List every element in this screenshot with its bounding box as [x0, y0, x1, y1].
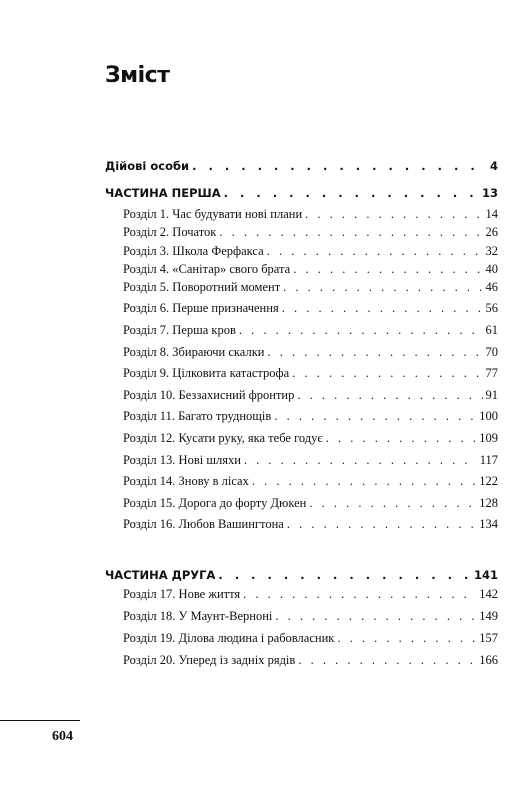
dot-leader — [309, 495, 476, 511]
dot-leader — [267, 243, 483, 259]
toc-entry-page: 70 — [485, 345, 498, 359]
dot-leader — [305, 206, 482, 222]
toc-entry-label: Розділ 19. Ділова людина і рабовласник — [123, 631, 335, 645]
page-title: Зміст — [105, 63, 170, 88]
toc-entry-chapter-18[interactable] — [123, 608, 498, 624]
toc-entry-page: 77 — [485, 366, 498, 380]
toc-entry-page: 166 — [479, 653, 498, 667]
toc-entry-label: Розділ 18. У Маунт-Верноні — [123, 609, 273, 623]
toc-entry-chapter-12[interactable] — [123, 430, 498, 446]
toc-entry-label: Розділ 16. Любов Вашингтона — [123, 517, 284, 531]
toc-entry-part-two[interactable] — [105, 567, 498, 583]
toc-entry-page: 149 — [479, 609, 498, 623]
dot-leader — [337, 630, 476, 646]
toc-entry-page: 122 — [479, 474, 498, 488]
toc-entry-label: Розділ 3. Школа Ферфакса — [123, 244, 264, 258]
toc-entry-chapter-17[interactable] — [123, 586, 498, 602]
toc-entry-chapter-4[interactable] — [123, 261, 498, 277]
dot-leader — [219, 224, 482, 240]
toc-entry-page: 46 — [485, 280, 498, 294]
toc-entry-label: Розділ 17. Нове життя — [123, 587, 241, 601]
toc-entry-label: Розділ 11. Багато труднощів — [123, 409, 272, 423]
toc-entry-label: Розділ 12. Кусати руку, яка тебе годує — [123, 431, 323, 445]
toc-entry-page: 13 — [481, 186, 498, 200]
dot-leader — [239, 322, 483, 338]
dot-leader — [287, 516, 476, 532]
toc-entry-page: 32 — [485, 244, 498, 258]
toc-entry-chapter-15[interactable] — [123, 495, 498, 511]
toc-entry-label: ЧАСТИНА ПЕРША — [105, 186, 221, 200]
page-number: 604 — [52, 729, 73, 744]
toc-entry-chapter-7[interactable] — [123, 322, 498, 338]
toc-entry-label: Розділ 4. «Санітар» свого брата — [123, 262, 291, 276]
toc-entry-label: Розділ 8. Збираючи скалки — [123, 345, 265, 359]
toc-entry-chapter-11[interactable] — [123, 408, 498, 424]
toc-entry-chapter-6[interactable] — [123, 300, 498, 316]
toc-entry-page: 100 — [479, 409, 498, 423]
toc-entry-chapter-19[interactable] — [123, 630, 498, 646]
dot-leader — [192, 158, 487, 174]
dot-leader — [283, 279, 482, 295]
toc-entry-page: 142 — [479, 587, 498, 601]
toc-entry-label: ЧАСТИНА ДРУГА — [105, 568, 216, 582]
dot-leader — [298, 652, 476, 668]
toc-entry-page: 26 — [485, 225, 498, 239]
dot-leader — [326, 430, 477, 446]
toc-entry-chapter-3[interactable] — [123, 243, 498, 259]
dot-leader — [243, 586, 476, 602]
toc-entry-label: Розділ 6. Перше призначення — [123, 301, 279, 315]
toc-entry-page: 14 — [485, 207, 498, 221]
toc-entry-page: 91 — [485, 388, 498, 402]
toc-entry-label: Розділ 5. Поворотний момент — [123, 280, 281, 294]
dot-leader — [292, 365, 482, 381]
toc-entry-chapter-20[interactable] — [123, 652, 498, 668]
toc-entry-part-one[interactable] — [105, 185, 498, 201]
footer-rule — [0, 720, 80, 721]
toc-entry-characters[interactable] — [105, 158, 498, 174]
toc-entry-label: Розділ 14. Знову в лісах — [123, 474, 249, 488]
toc-entry-page: 117 — [479, 453, 498, 467]
toc-entry-page: 61 — [485, 323, 498, 337]
toc-entry-page: 4 — [489, 159, 498, 173]
toc-entry-label: Розділ 9. Цілковита катастрофа — [123, 366, 290, 380]
toc-entry-page: 157 — [479, 631, 498, 645]
dot-leader — [275, 608, 476, 624]
toc-entry-chapter-1[interactable] — [123, 206, 498, 222]
toc-entry-label: Розділ 7. Перша кров — [123, 323, 236, 337]
dot-leader — [274, 408, 476, 424]
dot-leader — [218, 567, 471, 583]
toc-entry-page: 56 — [485, 301, 498, 315]
toc-entry-page: 109 — [479, 431, 498, 445]
dot-leader — [267, 344, 482, 360]
toc-entry-page: 40 — [485, 262, 498, 276]
toc-entry-label: Розділ 20. Уперед із задніх рядів — [123, 653, 296, 667]
toc-entry-chapter-5[interactable] — [123, 279, 498, 295]
toc-entry-label: Розділ 10. Беззахисний фронтир — [123, 388, 295, 402]
toc-entry-chapter-16[interactable] — [123, 516, 498, 532]
toc-entry-label: Дійові особи — [105, 159, 190, 173]
dot-leader — [293, 261, 482, 277]
toc-entry-chapter-9[interactable] — [123, 365, 498, 381]
dot-leader — [224, 185, 479, 201]
toc-entry-chapter-8[interactable] — [123, 344, 498, 360]
dot-leader — [244, 452, 477, 468]
dot-leader — [297, 387, 482, 403]
toc-entry-label: Розділ 13. Нові шляхи — [123, 453, 241, 467]
toc-entry-chapter-2[interactable] — [123, 224, 498, 240]
toc-entry-label: Розділ 2. Початок — [123, 225, 217, 239]
toc-entry-label: Розділ 15. Дорога до форту Дюкен — [123, 496, 307, 510]
toc-entry-page: 141 — [473, 568, 498, 582]
toc-entry-chapter-10[interactable] — [123, 387, 498, 403]
toc-entry-chapter-14[interactable] — [123, 473, 498, 489]
toc-entry-label: Розділ 1. Час будувати нові плани — [123, 207, 303, 221]
toc-entry-page: 128 — [479, 496, 498, 510]
toc-entry-chapter-13[interactable] — [123, 452, 498, 468]
toc-entry-page: 134 — [479, 517, 498, 531]
dot-leader — [282, 300, 483, 316]
dot-leader — [252, 473, 476, 489]
